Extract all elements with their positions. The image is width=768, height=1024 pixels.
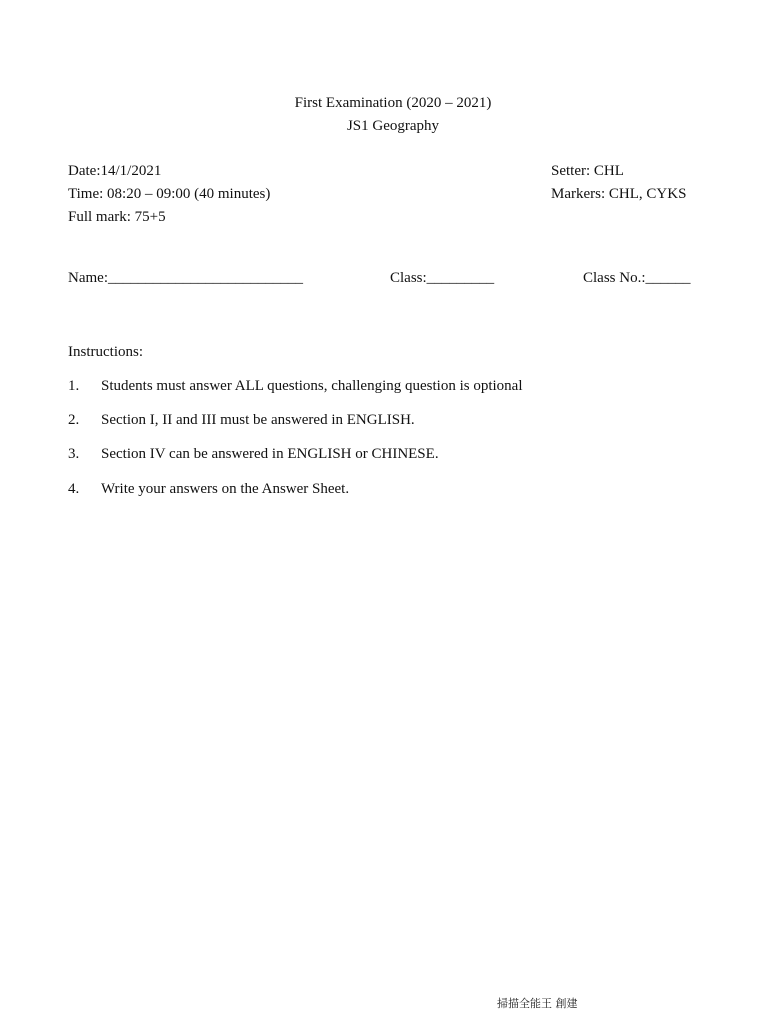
- instruction-text: Write your answers on the Answer Sheet.: [101, 481, 350, 497]
- title-block: [0, 92, 768, 138]
- class-field: Class:_________: [390, 270, 495, 286]
- class-number-field: Class No.:______: [583, 270, 691, 286]
- exam-meta-left: [68, 160, 270, 229]
- instruction-number: 2.: [68, 412, 80, 428]
- scanner-watermark: 掃描全能王 創建: [497, 997, 578, 1010]
- exam-time: Time: 08:20 – 09:00 (40 minutes): [68, 186, 271, 202]
- instruction-item: [68, 479, 349, 499]
- exam-date: Date:14/1/2021: [68, 163, 162, 179]
- instruction-item: [68, 410, 415, 430]
- instruction-item: [68, 444, 439, 464]
- exam-title: First Examination (2020 – 2021): [294, 95, 492, 111]
- instruction-number: 1.: [68, 378, 80, 394]
- instruction-text: Section IV can be answered in ENGLISH or CHINESE.: [101, 446, 439, 462]
- instruction-text: Section I, II and III must be answered in ENGLISH.: [101, 412, 415, 428]
- exam-meta-right: [551, 160, 686, 206]
- name-field: Name:__________________________: [68, 270, 303, 286]
- setter: Setter: CHL: [551, 163, 624, 179]
- instruction-text: Students must answer ALL questions, challenging question is optional: [101, 378, 523, 394]
- instruction-number: 3.: [68, 446, 80, 462]
- markers: Markers: CHL, CYKS: [551, 186, 687, 202]
- full-mark: Full mark: 75+5: [68, 209, 166, 225]
- subject-title: JS1 Geography: [346, 118, 440, 134]
- instruction-item: [68, 376, 523, 396]
- instructions-heading: Instructions:: [68, 344, 143, 360]
- instruction-number: 4.: [68, 481, 80, 497]
